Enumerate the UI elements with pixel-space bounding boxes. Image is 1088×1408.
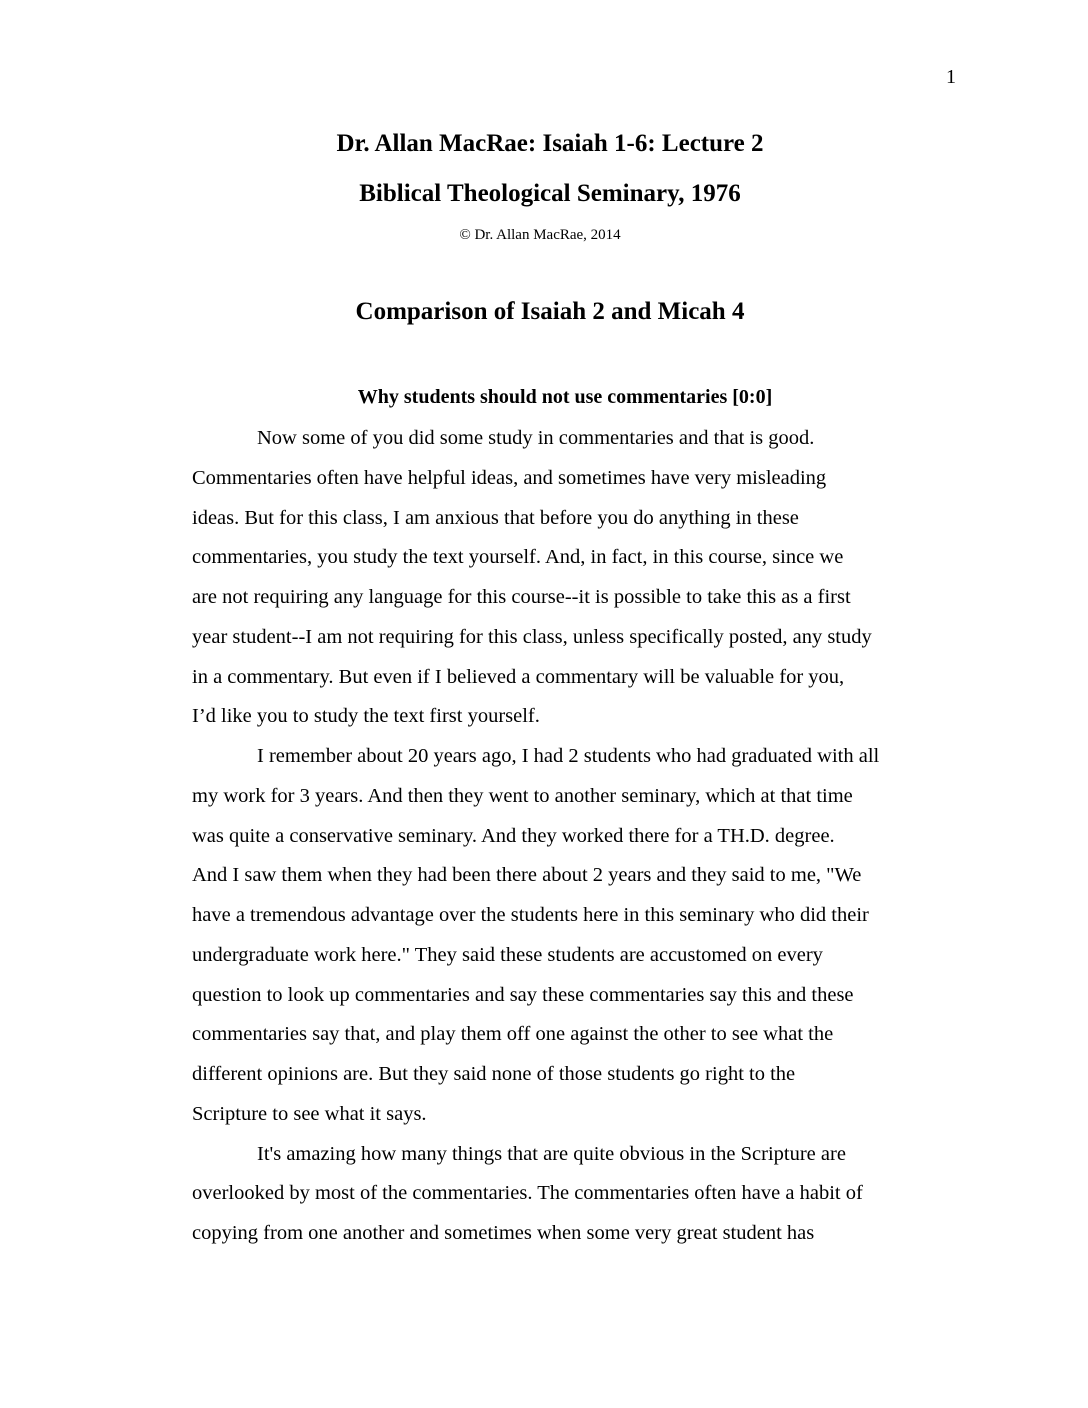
body-text [192,425,972,1260]
text-line: It's amazing how many things that are quite obvious in the Scripture are [257,1142,846,1165]
document-title: Dr. Allan MacRae: Isaiah 1-6: Lecture 2 [336,130,764,157]
document-subtitle: Biblical Theological Seminary, 1976 [359,180,741,207]
text-line: in a commentary. But even if I believed a commentary will be valuable for you, [192,665,845,688]
paragraph [192,743,972,1141]
text-line: question to look up commentaries and say these commentaries say this and these [192,983,854,1006]
section-title: Comparison of Isaiah 2 and Micah 4 [355,298,745,325]
copyright-notice: © Dr. Allan MacRae, 2014 [459,227,621,243]
text-line: undergraduate work here." They said these students are accustomed on every [192,943,823,966]
text-line: was quite a conservative seminary. And they worked there for a TH.D. degree. [192,824,835,847]
paragraph [192,425,972,743]
text-line: ideas. But for this class, I am anxious that before you do anything in these [192,506,799,529]
text-line: my work for 3 years. And then they went to another seminary, which at that time [192,784,853,807]
text-line: are not requiring any language for this course--it is possible to take this as a first [192,586,851,608]
text-line: Scripture to see what it says. [192,1102,427,1125]
page-number: 1 [946,66,956,88]
text-line: I’d like you to study the text first yourself. [192,705,540,728]
text-line: commentaries, you study the text yourself. And, in fact, in this course, since we [192,546,844,569]
text-line: Commentaries often have helpful ideas, and sometimes have very misleading [192,466,827,489]
text-line: different opinions are. But they said none of those students go right to the [192,1063,796,1085]
text-line: commentaries say that, and play them off one against the other to see what the [192,1023,834,1046]
paragraph [192,1141,972,1260]
text-line: year student--I am not requiring for this class, unless specifically posted, any study [192,625,872,648]
text-line: And I saw them when they had been there about 2 years and they said to me, "We [192,864,862,887]
text-line: have a tremendous advantage over the students here in this seminary who did their [192,904,869,926]
text-line: Now some of you did some study in commentaries and that is good. [257,427,815,449]
text-line: overlooked by most of the commentaries. The commentaries often have a habit of [192,1182,863,1205]
text-line: copying from one another and sometimes when some very great student has [192,1222,815,1244]
subheading: Why students should not use commentaries [0:0] [357,386,773,408]
text-line: I remember about 20 years ago, I had 2 students who had graduated with all [257,745,880,767]
